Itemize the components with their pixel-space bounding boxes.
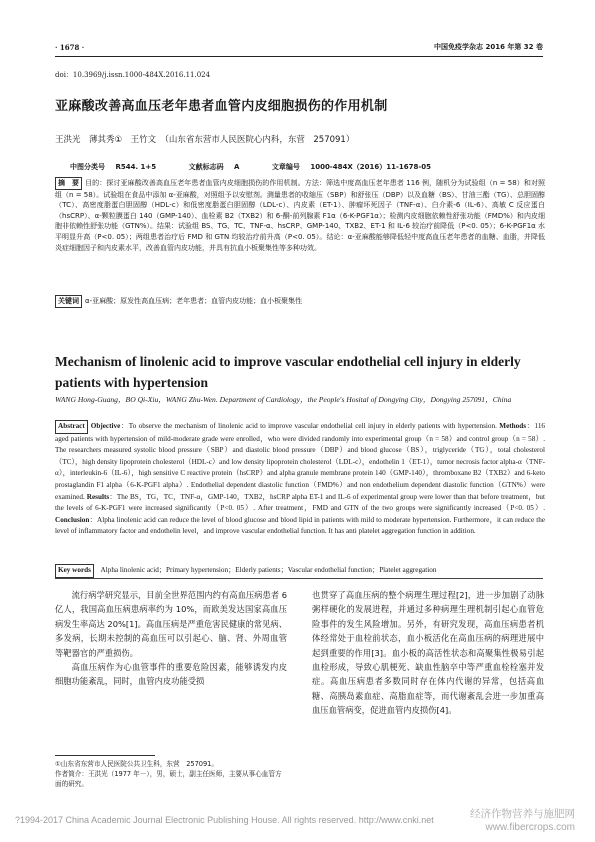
copyright-watermark: ?1994-2017 China Academic Journal Electronic Publishing House. All rights reserved. http://www.cnki.net xyxy=(15,815,434,825)
body-right-para-1: 也贯穿了高血压病的整个病理生理过程[2]，进一步加剧了动脉粥样硬化的发展进程，并通过多种病理生理机制引起心血管危险事件的发生风险增加。另外，有研究发现，高血压病患者机体经常处于血栓前状态，血小板活化在高血压病的病理进展中起到重要的作用[3]。血小板的高活性状态和高聚集性极易引起血栓形成，导致心肌梗死、缺血性脑卒中等严重血栓栓塞并发症。高血压病患者多数同时存在体内代谢的异常，包括高血糖、高胰岛素血症、高脂血症等，而代谢紊乱会进一步加重高血压血管病变，促进血管内皮损伤[4]。 xyxy=(312,590,544,716)
results-label: Results xyxy=(86,492,110,501)
body-right-column xyxy=(312,588,544,718)
footnote xyxy=(55,759,287,789)
footnote-affiliation: ①山东省东营市人民医院公共卫生科，东营 257091。 xyxy=(55,760,218,768)
keywords-en-label: Key words xyxy=(55,564,94,578)
abstract-en-label: Abstract xyxy=(55,420,88,434)
abstract-cn-label: 摘 要 xyxy=(55,177,82,190)
authors-cn: 王洪光 薄其秀① 王竹文 （山东省东营市人民医院心内科，东营 257091） xyxy=(55,135,355,145)
keywords-cn-text: α-亚麻酸；原发性高血压病；老年患者；血管内皮功能；血小板聚集性 xyxy=(85,297,303,305)
abstract-cn xyxy=(55,177,545,290)
keywords-en-text: Alpha linolenic acid；Primary hypertension；Elderly patients；Vascular endothelial function；Platelet aggregation xyxy=(100,566,437,574)
article-title-en: Mechanism of linolenic acid to improve vascular endothelial cell injury in elderly patients with hypertension xyxy=(55,354,521,390)
objective-text: ：To observe the mechanism of linolenic acid to improve vascular endothelial cell injury in elderly patients with hypertension. xyxy=(120,422,497,430)
header-rule xyxy=(55,56,543,57)
body-left-para-2: 高血压病作为心血管事件的重要危险因素，能够诱发内皮细胞功能紊乱，同时，血管内皮功能受损 xyxy=(55,662,287,687)
site-watermark-en: www.fibercrops.com xyxy=(485,822,575,833)
article-value: 1000-484X（2016）11-1678-05 xyxy=(310,163,431,171)
methods-label: Methods xyxy=(499,422,527,430)
doi[interactable]: doi：10.3969/j.issn.1000-484X.2016.11.024 xyxy=(55,71,211,79)
clc-label: 中图分类号 xyxy=(70,163,105,171)
methods-text: ：116 aged patients with hypertension of mild-moderate grade were enrolled，who were divided randomly into experimental group（n = 58）and control group（n = 58）. The researchers measured systolic blood pressure（SBP）and diastolic blood pressure（DBP）and blood glucose（BS），triglyceride（TG），total cholesterol（TC），high density lipoprotein cholesterol（HDL-c）and low density lipoprotein cholesterol（LDL-c），endothelin 1（ET-1），tumor necrosis factor alpha-α（TNF-α），interleukin-6（IL-6），high sensitive C reactive protein（hsCRP）and alpha granule membrane protein 140（GMP-140），thromboxane B2（TXB2）and 6-keto prostaglandin F1 alpha（6-K-PGF1 alpha）. Endothelial dependent diastolic function（FMD%）and non endothelium dependent diastolic function（GTN%）were examined. xyxy=(55,422,545,501)
conclusion-text: ：Alpha linolenic acid can reduce the level of blood glucose and blood lipid in patients with mild to moderate hypertension. Furthermore，it can reduce the level of inflammatory factor and endothelin level，and improve vascular endothelial function. It has anti platelet aggregation function in addition. xyxy=(55,515,545,536)
site-watermark-cn: 经济作物营养与施肥网 xyxy=(470,808,575,820)
footnote-author-bio: 作者简介：王洪光（1977 年－），男，硕士，副主任医师，主要从事心血管方面的研究。 xyxy=(55,770,282,788)
authors-en: WANG Hong-Guang，BO Qi-Xiu，WANG Zhu-Wen. Department of Cardiology，the People′s Hosital of Dongying City，Dongying 257091，China xyxy=(55,395,512,404)
footnote-rule xyxy=(55,755,155,756)
results-text: ：The BS，TG，TC，TNF-α，GMP-140，TXB2，hsCRP alpha ET-1 and IL-6 of experimental group were lower than that before treatment，but the levels of 6-K-PGF1 were increased significantly（P<0. 05）. After treatment，FMD and GTN of the two groups were significantly increased（P<0. 05）. xyxy=(55,492,545,513)
keywords-en xyxy=(55,564,545,578)
doc-label: 文献标志码 xyxy=(188,163,224,171)
body-left-column xyxy=(55,588,287,689)
conclusion-label: Conclusion xyxy=(55,515,90,524)
abstract-en xyxy=(55,420,545,570)
article-title-cn: 亚麻酸改善高血压老年患者血管内皮细胞损伤的作用机制 xyxy=(55,99,388,114)
keywords-cn-label: 关键词 xyxy=(55,295,82,308)
keywords-cn xyxy=(55,295,545,308)
abstract-cn-text: 目的：探讨亚麻酸改善高血压老年患者血管内皮细胞损伤的作用机制。方法：筛选中度高血压老年患者 116 例，随机分为试验组（n = 58）和对照组（n = 58）。试验组在食品中添加 α-亚麻酸，对照组予以安慰剂。测量患者的收缩压（SBP）和舒张压（DBP）以及血糖（BS）、甘油三酯（TG）、总胆固醇（TC）、高密度脂蛋白胆固醇（HDL-c）和低密度脂蛋白胆固醇（LDL-c）、内皮素（ET-1）、肿瘤坏死因子（TNF-α）、白介素-6（IL-6）、高敏 C 反应蛋白（hsCRP）、α-颗粒膜蛋白 140（GMP-140）、血栓素 B2（TXB2）和 6-酮-前列腺素 F1α（6-K-PGF1α）；检测内皮细胞依赖性舒张功能（FMD%）和内皮细胞非依赖性舒张功能（GTN%）。结果：试验组 BS、TG、TC、TNF-α、hsCRP、GMP-140、TXB2、ET-1 和 IL-6 较治疗前降低（P<0. 05）；6-K-PGF1α 水平明显升高（P<0. 05）；两组患者治疗后 FMD 和 GTN 均较治疗前升高（P<0. 05）。结论：α-亚麻酸能够降低轻中度高血压老年患者的血糖、血脂，并降低炎症细胞因子和内皮素水平，改善血管内皮功能，并具有抗血小板聚集性等多种功效。 xyxy=(55,179,545,252)
classification-line xyxy=(70,162,431,173)
page-number: · 1678 · xyxy=(55,43,85,52)
objective-label: Objective xyxy=(90,422,121,430)
site-watermark xyxy=(470,808,575,834)
journal-title: 中国免疫学杂志 2016 年第 32 卷 xyxy=(434,43,543,51)
body-left-para-1: 流行病学研究显示，目前全世界范围内约有高血压病患者 6 亿人，我国高血压病患病率约为 10%，而欧美发达国家高血压病发生率高达 20%[1]。高血压病是严重危害民健康的常见病、多发病，长期未控制的高血压可以引起心、脑、肾、外周血管等靶器官的严重损伤。 xyxy=(55,590,287,658)
clc-value: R544. 1+5 xyxy=(115,163,157,171)
article-label: 文章编号 xyxy=(271,163,300,171)
keywords-rule xyxy=(55,578,543,579)
doc-value: A xyxy=(234,163,240,171)
